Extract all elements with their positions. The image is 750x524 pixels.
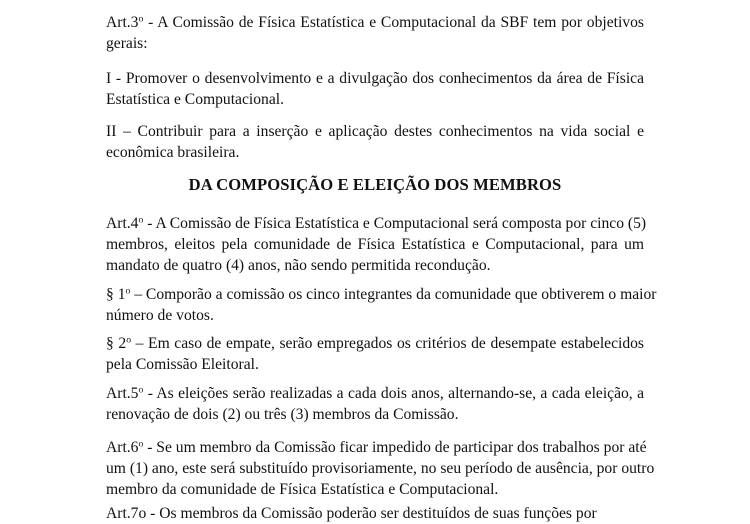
text-line	[106, 284, 657, 305]
text-line: econômica brasileira.	[106, 144, 240, 161]
text-fragment: - Se um membro da Comissão ficar impedido de participar dos trabalhos por até	[143, 439, 647, 456]
text-line	[106, 213, 647, 234]
text-line: II – Contribuir para a inserção e aplicação destes conhecimentos na vida social e	[106, 123, 644, 140]
article-5	[106, 383, 644, 425]
text-fragment: - As eleições serão realizadas a cada dois anos, alternando-se, a cada eleição, a	[143, 385, 644, 402]
text-line	[106, 333, 644, 354]
text-line: Art.7o - Os membros da Comissão poderão ser destituídos de suas funções por	[106, 505, 597, 522]
ordinal-superscript: o	[138, 214, 144, 226]
text-fragment: – Comporão a comissão os cinco integrantes da comunidade que obtiverem o maior	[130, 286, 657, 303]
text-line: Estatística e Computacional.	[106, 91, 284, 108]
article-label: Art.5	[106, 385, 139, 402]
text-line: renovação de dois (2) ou três (3) membros da Comissão.	[106, 406, 459, 423]
text-fragment: - A Comissão de Física Estatística e Computacional será composta por cinco (5)	[143, 215, 647, 232]
text-line: mandato de quatro (4) anos, não sendo permitida recondução.	[106, 257, 491, 274]
objective-item-2	[106, 121, 644, 163]
ordinal-superscript: o	[138, 384, 144, 396]
text-line: número de votos.	[106, 307, 214, 324]
article-3	[106, 12, 644, 54]
ordinal-superscript: o	[125, 285, 131, 297]
text-fragment: - A Comissão de Física Estatística e Computacional da SBF tem por objetivos	[143, 14, 644, 31]
text-line: membro da comunidade de Física Estatística e Computacional.	[106, 481, 499, 498]
text-line	[106, 437, 647, 458]
text-line: um (1) ano, este será substituído provisoriamente, no seu período de ausência, por outro	[106, 460, 655, 477]
paragraph-label: § 1	[106, 286, 126, 303]
section-heading: DA COMPOSIÇÃO E ELEIÇÃO DOS MEMBROS	[188, 175, 562, 194]
ordinal-superscript: o	[126, 334, 132, 346]
text-fragment: – Em caso de empate, serão empregados os critérios de desempate estabelecidos	[131, 335, 644, 352]
paragraph-1	[106, 284, 657, 326]
paragraph-label: § 2	[106, 335, 127, 352]
ordinal-superscript: o	[138, 13, 144, 25]
objective-item-1	[106, 68, 644, 110]
text-line	[106, 383, 644, 404]
article-label: Art.3	[106, 14, 139, 31]
paragraph-2	[106, 333, 644, 375]
text-line: I - Promover o desenvolvimento e a divulgação dos conhecimentos da área de Física	[106, 70, 644, 87]
text-line: membros, eleitos pela comunidade de Física Estatística e Computacional, para um	[106, 236, 644, 253]
text-line: gerais:	[106, 35, 148, 52]
text-line	[106, 12, 644, 33]
ordinal-superscript: o	[138, 438, 144, 450]
article-4	[106, 213, 647, 276]
text-line: pela Comissão Eleitoral.	[106, 356, 259, 373]
article-7-cutoff	[106, 503, 644, 524]
article-label: Art.6	[106, 439, 139, 456]
article-label: Art.4	[106, 215, 139, 232]
article-6	[106, 437, 655, 500]
